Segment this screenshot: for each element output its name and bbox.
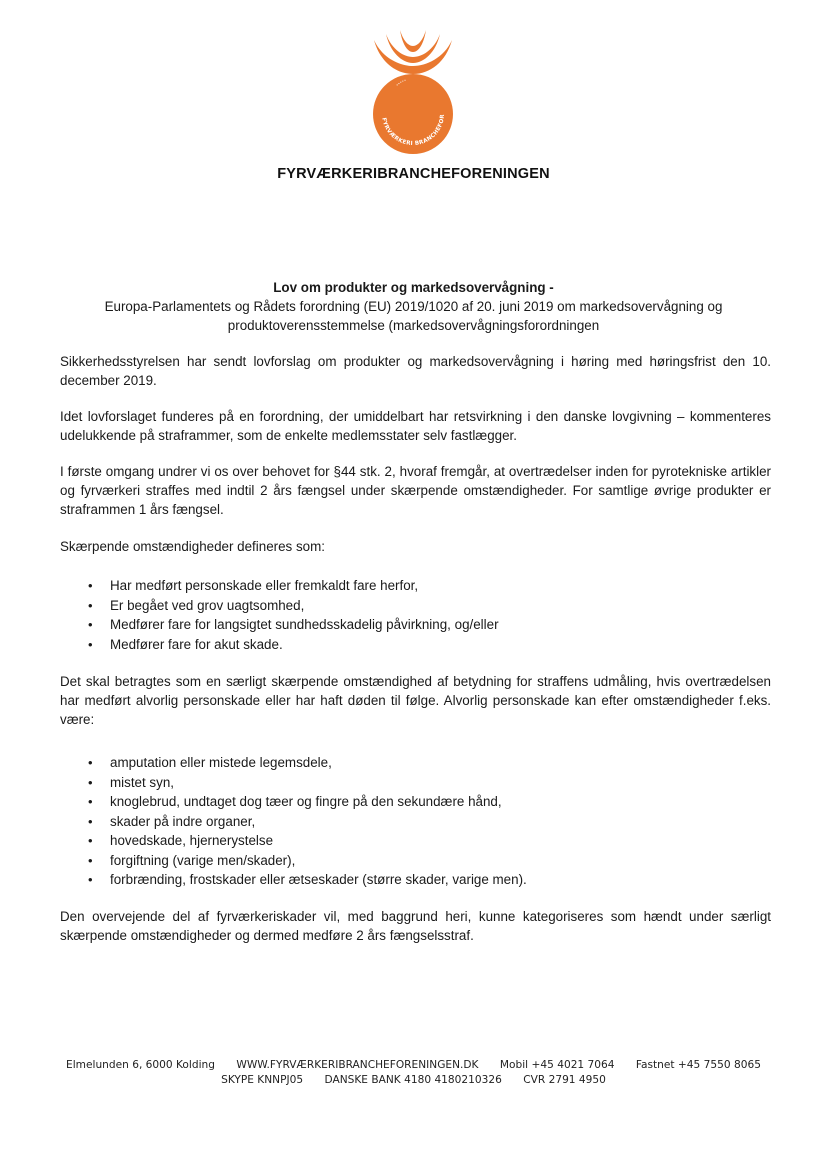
paragraph-hearing: Sikkerhedsstyrelsen har sendt lovforslag om produkter og markedsovervågning i høring med høringsfrist den 10. december 2019. (60, 354, 771, 388)
bullet-icon: • (88, 794, 93, 809)
list-item-text: forbrænding, frostskader eller ætseskader (større skader, varige men). (110, 872, 527, 887)
list-item (60, 812, 760, 832)
bullet-icon: • (88, 755, 93, 770)
list-item-text: mistet syn, (110, 774, 174, 790)
organization-logo (360, 30, 466, 160)
paragraph-regulation: Idet lovforslaget funderes på en forordning, der umiddelbart har retsvirkning i den danske lovgivning – kommenteres udelukkende på straframmer, som de enkelte medlemsstater selv fastlægger. (60, 409, 771, 443)
footer-line-2 (0, 1073, 827, 1088)
page-footer (0, 1058, 827, 1088)
list-item-text: Medfører fare for langsigtet sundhedsskadelig påvirkning, og/eller (110, 617, 499, 632)
list-item-text: amputation eller mistede legemsdele, (110, 755, 332, 770)
list-item (60, 851, 760, 871)
list-item-text: hovedskade, hjernerystelse (110, 833, 274, 848)
footer-skype: SKYPE KNNPJ05 (221, 1074, 304, 1086)
serious-injury-list (60, 753, 760, 890)
bullet-icon: • (88, 872, 93, 887)
list-item (60, 576, 760, 596)
bullet-icon: • (88, 597, 93, 613)
document-heading (60, 278, 767, 335)
bullet-icon: • (88, 636, 93, 652)
svg-text:FYRVÆRKERI BRANCHEFORENINGEN: FYRVÆRKERI BRANCHEFOR (380, 113, 447, 148)
list-item-text: Er begået ved grov uagtsomhed, (110, 597, 305, 613)
list-item-text: skader på indre organer, (110, 813, 256, 829)
list-item (60, 596, 760, 616)
paragraph-penalty: I første omgang undrer vi os over behovet for §44 stk. 2, hvoraf fremgår, at overtrædelser inden for pyrotekniske artikler og fyrværkeri straffes med indtil 2 års fængsel under skærpende omstændigheder. For samtlige øvrige produkter er straframmen 1 års fængsel. (60, 464, 771, 517)
list-item-text: forgiftning (varige men/skader), (110, 852, 296, 868)
list-item (60, 773, 760, 793)
footer-cvr: CVR 2791 4950 (523, 1074, 606, 1086)
logo-emblem-icon (360, 30, 466, 160)
footer-website-link[interactable]: WWW.FYRVÆRKERIBRANCHEFORENINGEN.DK (236, 1059, 479, 1071)
list-item (60, 615, 760, 635)
paragraph-aggravating-intro: Skærpende omstændigheder defineres som: (60, 539, 325, 554)
bullet-icon: • (88, 813, 93, 829)
list-item (60, 792, 760, 812)
footer-line-1 (0, 1058, 827, 1073)
footer-mobile: Mobil +45 4021 7064 (499, 1059, 615, 1071)
footer-landline: Fastnet +45 7550 8065 (635, 1059, 761, 1071)
list-item-text: Medfører fare for akut skade. (110, 636, 283, 652)
footer-address: Elmelunden 6, 6000 Kolding (66, 1059, 215, 1071)
list-item-text: knoglebrud, undtaget dog tæer og fingre på den sekundære hånd, (110, 794, 502, 809)
footer-bank: DANSKE BANK 4180 4180210326 (324, 1074, 502, 1086)
list-item (60, 831, 760, 851)
list-item (60, 635, 760, 655)
bullet-icon: • (88, 617, 93, 632)
paragraph-conclusion: Den overvejende del af fyrværkeriskader vil, med baggrund heri, kunne kategoriseres som hændt under særligt skærpende omstændigheder og dermed medføre 2 års fængselsstraf. (60, 909, 771, 943)
organization-name: FYRVÆRKERIBRANCHEFORENINGEN (277, 166, 550, 182)
list-item-text: Har medført personskade eller fremkaldt fare herfor, (110, 578, 419, 593)
document-subtitle-line-2: produktoverensstemmelse (markedsovervågningsforordningen (227, 318, 600, 333)
bullet-icon: • (88, 852, 93, 868)
bullet-icon: • (88, 833, 93, 848)
svg-text:•••••: ••••• (395, 78, 407, 88)
bullet-icon: • (88, 578, 93, 593)
bullet-icon: • (88, 774, 93, 790)
paragraph-serious-injury: Det skal betragtes som en særligt skærpende omstændighed af betydning for straffens udmåling, hvis overtrædelsen har medført alvorlig personskade eller har haft døden til følge. Alvorlig personskade kan efter omstændigheder f.eks. være: (60, 674, 771, 727)
list-item (60, 753, 760, 773)
document-subtitle-line-1: Europa-Parlamentets og Rådets forordning (EU) 2019/1020 af 20. juni 2019 om markedsovervågning og (104, 299, 723, 314)
list-item (60, 870, 760, 890)
aggravating-circumstances-list (60, 576, 760, 654)
document-title: Lov om produkter og markedsovervågning - (273, 280, 554, 295)
